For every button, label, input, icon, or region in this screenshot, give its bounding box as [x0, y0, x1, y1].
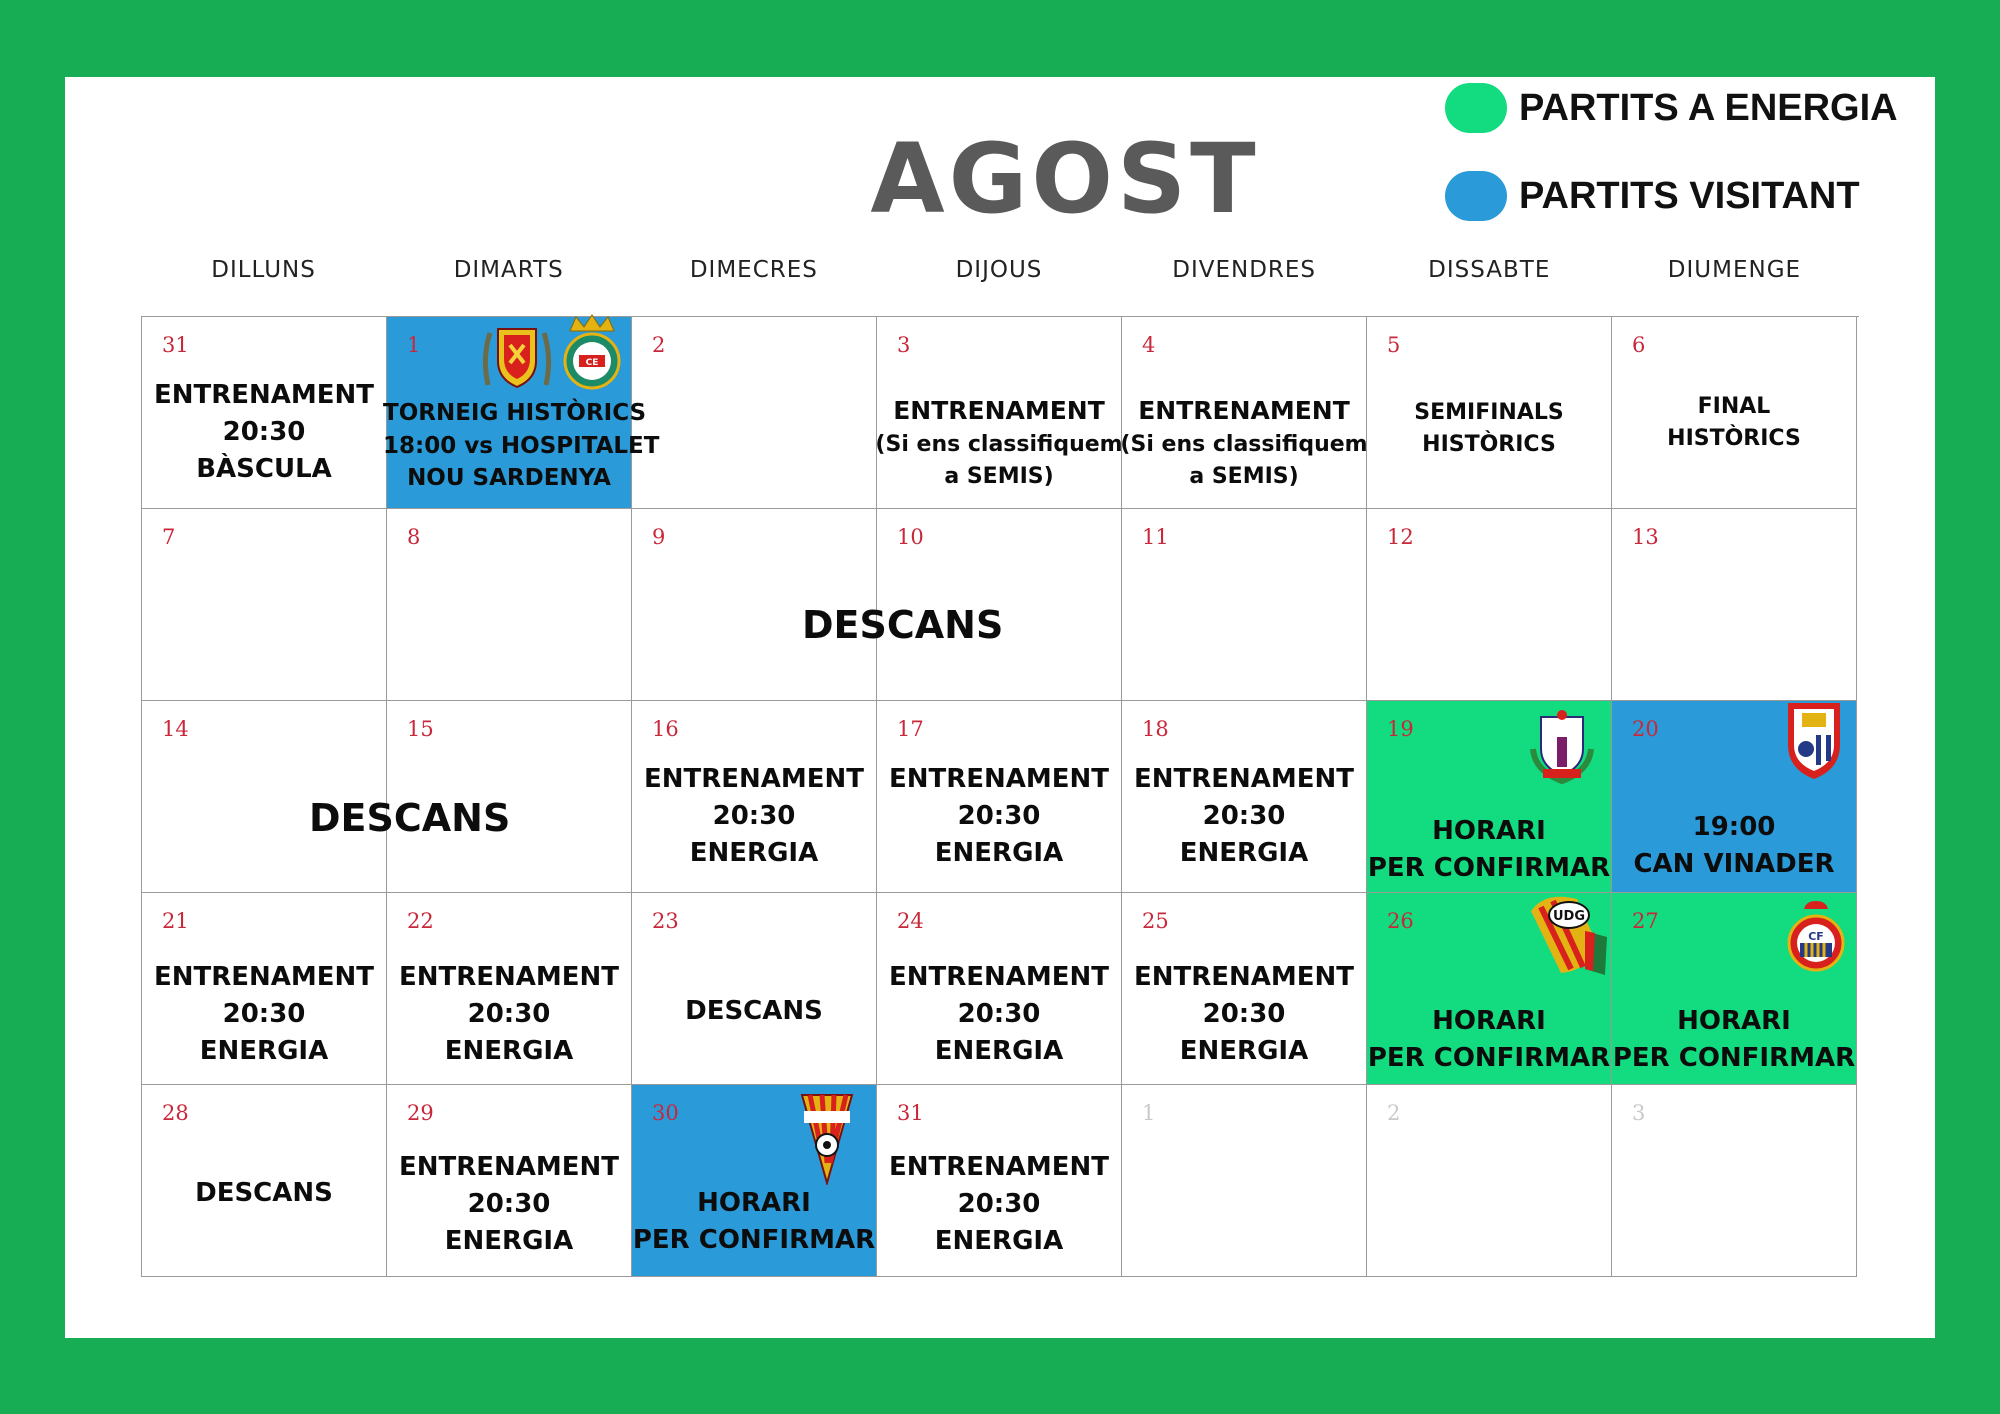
svg-text:CE: CE: [585, 358, 599, 368]
day-event: [142, 959, 386, 1070]
event-line: ENERGIA: [444, 1035, 574, 1066]
day-cell: [1122, 509, 1367, 701]
day-number: 2: [1387, 1101, 1401, 1125]
day-event: [1122, 959, 1366, 1070]
day-number: 7: [162, 525, 176, 549]
weekday-label: DIMECRES: [689, 257, 818, 283]
day-number: 9: [652, 525, 666, 549]
day-event: [1612, 1003, 1856, 1077]
rest-period-label: DESCANS: [309, 796, 511, 840]
day-number: 21: [162, 909, 189, 933]
day-cell: [142, 893, 387, 1085]
day-cell: [383, 317, 660, 509]
day-event: [1122, 761, 1366, 872]
day-cell: [387, 1085, 632, 1277]
event-line: NOU SARDENYA: [407, 465, 611, 492]
day-event: [877, 1149, 1121, 1260]
day-event: [383, 397, 660, 495]
udg-crest-icon: [1525, 891, 1609, 977]
day-cell: [632, 317, 877, 509]
event-line: 20:30: [957, 800, 1041, 831]
legend-away-label: PARTITS VISITANT: [1519, 174, 1860, 217]
day-event: [1118, 393, 1370, 493]
day-number: 1: [407, 333, 421, 357]
weekday-label: DIJOUS: [955, 257, 1043, 283]
day-cell: [877, 701, 1122, 893]
event-line: ENTRENAMENT: [1133, 962, 1355, 992]
event-line: 20:30: [467, 998, 551, 1029]
day-number: 8: [407, 525, 421, 549]
event-line: (Si ens classifiquem: [875, 432, 1123, 458]
cf-crest-red-blue-icon: [1786, 897, 1846, 977]
day-cell: [1367, 317, 1612, 509]
day-cell: [142, 317, 387, 509]
legend-away-swatch: [1445, 171, 1507, 221]
day-cell: [1122, 317, 1367, 509]
day-event: [632, 761, 876, 872]
day-event: [1367, 813, 1611, 887]
day-cell: [1612, 893, 1857, 1085]
weekday-label: DIUMENGE: [1667, 257, 1802, 283]
event-line: ENTRENAMENT: [153, 962, 375, 992]
day-number: 14: [162, 717, 189, 741]
event-line: ENTRENAMENT: [888, 962, 1110, 992]
day-number: 31: [162, 333, 189, 357]
day-cell: [387, 893, 632, 1085]
day-cell: [1122, 701, 1367, 893]
day-cell: [877, 317, 1122, 509]
event-line: CAN VINADER: [1633, 848, 1835, 879]
day-event: [632, 1185, 876, 1259]
day-cell: [1612, 317, 1857, 509]
event-line: 20:30: [467, 1188, 551, 1219]
day-number: 26: [1387, 909, 1414, 933]
day-cell: [632, 893, 877, 1085]
day-number: 31: [897, 1101, 924, 1125]
event-line: 20:30: [222, 416, 306, 447]
club-crest-red-yellow-icon: [480, 321, 554, 393]
day-cell: [1122, 893, 1367, 1085]
event-line: a SEMIS): [1189, 464, 1299, 490]
day-event: [873, 393, 1125, 493]
event-line: ENERGIA: [199, 1035, 329, 1066]
day-event: [1612, 809, 1856, 883]
day-number: 18: [1142, 717, 1169, 741]
day-number: 27: [1632, 909, 1659, 933]
event-line: FINAL: [1697, 394, 1771, 419]
event-line: (Si ens classifiquem: [1120, 432, 1368, 458]
event-line: 20:30: [1202, 998, 1286, 1029]
event-line: ENTRENAMENT: [398, 1152, 620, 1182]
event-line: DESCANS: [195, 1178, 333, 1208]
day-cell: [877, 893, 1122, 1085]
cf-gava-crest-icon: [800, 1093, 854, 1185]
event-line: ENTRENAMENT: [1138, 396, 1350, 425]
day-event: [1367, 397, 1611, 461]
day-cell: [1367, 1085, 1612, 1277]
month-title: AGOST: [870, 123, 1260, 235]
day-number: 10: [897, 525, 924, 549]
day-cell: [632, 1085, 877, 1277]
day-number: 29: [407, 1101, 434, 1125]
legend-home-label: PARTITS A ENERGIA: [1519, 86, 1898, 129]
event-line: HORARI: [1432, 1006, 1546, 1036]
event-line: PER CONFIRMAR: [632, 1224, 876, 1255]
day-number: 4: [1142, 333, 1156, 357]
day-number: 24: [897, 909, 924, 933]
day-event: [877, 959, 1121, 1070]
rest-period-label: DESCANS: [802, 603, 1004, 647]
day-event: [1612, 391, 1856, 455]
day-number: 20: [1632, 717, 1659, 741]
day-cell: [1612, 701, 1857, 893]
day-cell: [877, 1085, 1122, 1277]
event-line: 20:30: [957, 1188, 1041, 1219]
cft-torello-crest-icon: [1529, 709, 1595, 787]
day-cell: [1367, 893, 1612, 1085]
event-line: ENERGIA: [934, 837, 1064, 868]
day-event: [1367, 1003, 1611, 1077]
day-number: 28: [162, 1101, 189, 1125]
day-cell: [1122, 1085, 1367, 1277]
legend-away: [1445, 170, 1860, 222]
event-line: HORARI: [697, 1188, 811, 1218]
event-line: ENERGIA: [1179, 1035, 1309, 1066]
event-line: HORARI: [1677, 1006, 1791, 1036]
day-cell: [632, 701, 877, 893]
calendar-sheet: [65, 77, 1935, 1338]
day-number: 2: [652, 333, 666, 357]
day-number: 25: [1142, 909, 1169, 933]
event-line: DESCANS: [685, 996, 823, 1026]
event-line: PER CONFIRMAR: [1367, 852, 1611, 883]
day-event: [387, 1149, 631, 1260]
event-line: ENTRENAMENT: [398, 962, 620, 992]
event-line: 20:30: [1202, 800, 1286, 831]
day-number: 13: [1632, 525, 1659, 549]
calendar-grid: [141, 316, 1859, 1277]
club-crest-red-blue-icon: [1784, 699, 1844, 781]
day-cell: [1612, 1085, 1857, 1277]
svg-text:CF: CF: [1808, 930, 1824, 943]
event-line: HORARI: [1432, 816, 1546, 846]
day-event: [632, 993, 876, 1030]
day-number: 12: [1387, 525, 1414, 549]
event-line: ENERGIA: [444, 1225, 574, 1256]
day-number: 23: [652, 909, 679, 933]
event-line: ENERGIA: [1179, 837, 1309, 868]
day-number: 6: [1632, 333, 1646, 357]
legend-home-swatch: [1445, 83, 1507, 133]
weekday-label: DILLUNS: [211, 257, 316, 283]
day-number: 15: [407, 717, 434, 741]
event-line: BÀSCULA: [196, 453, 332, 484]
event-line: SEMIFINALS: [1414, 400, 1564, 425]
weekday-header: [141, 257, 1857, 283]
day-number: 19: [1387, 717, 1414, 741]
day-cell: [1612, 509, 1857, 701]
event-line: 20:30: [957, 998, 1041, 1029]
day-number: 16: [652, 717, 679, 741]
event-line: ENTRENAMENT: [888, 1152, 1110, 1182]
event-line: 18:00 vs HOSPITALET: [383, 432, 660, 459]
event-line: ENTRENAMENT: [888, 764, 1110, 794]
event-line: ENTRENAMENT: [153, 380, 375, 410]
day-number: 30: [652, 1101, 679, 1125]
event-line: HISTÒRICS: [1667, 425, 1801, 451]
day-number: 5: [1387, 333, 1401, 357]
day-event: [387, 959, 631, 1070]
event-line: PER CONFIRMAR: [1367, 1042, 1611, 1073]
event-line: PER CONFIRMAR: [1612, 1042, 1856, 1073]
event-line: ENERGIA: [934, 1035, 1064, 1066]
weekday-label: DISSABTE: [1428, 257, 1551, 283]
day-number: 17: [897, 717, 924, 741]
day-cell: [1367, 509, 1612, 701]
event-line: 19:00: [1692, 812, 1776, 842]
day-number: 11: [1142, 525, 1169, 549]
event-line: ENERGIA: [934, 1225, 1064, 1256]
day-number: 3: [897, 333, 911, 357]
event-line: a SEMIS): [944, 464, 1054, 490]
day-cell: [142, 1085, 387, 1277]
event-line: ENTRENAMENT: [1133, 764, 1355, 794]
weekday-label: DIMARTS: [453, 257, 564, 283]
event-line: TORNEIG HISTÒRICS: [383, 400, 647, 426]
event-line: 20:30: [222, 998, 306, 1029]
day-event: [877, 761, 1121, 872]
day-cell: [1367, 701, 1612, 893]
ce-crest-icon: [562, 311, 622, 393]
event-line: HISTÒRICS: [1422, 431, 1556, 457]
event-line: 20:30: [712, 800, 796, 831]
svg-text:UDG: UDG: [1552, 909, 1586, 924]
day-event: [142, 377, 386, 488]
day-cell: [387, 509, 632, 701]
weekday-label: DIVENDRES: [1172, 257, 1317, 283]
day-event: [142, 1175, 386, 1212]
event-line: ENTRENAMENT: [643, 764, 865, 794]
day-cell: [142, 509, 387, 701]
day-number: 1: [1142, 1101, 1156, 1125]
legend-home: [1445, 82, 1898, 134]
day-number: 22: [407, 909, 434, 933]
day-number: 3: [1632, 1101, 1646, 1125]
event-line: ENERGIA: [689, 837, 819, 868]
event-line: ENTRENAMENT: [893, 396, 1105, 425]
